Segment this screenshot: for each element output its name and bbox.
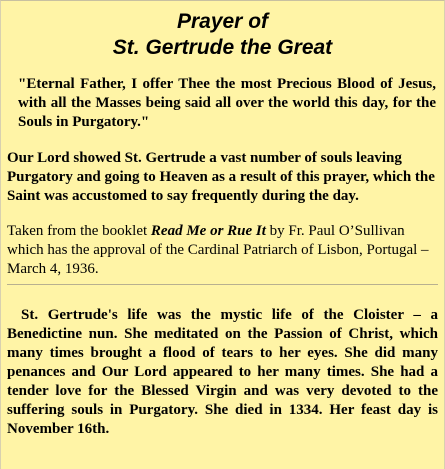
source-paragraph	[7, 222, 438, 279]
prayer-quote: "Eternal Father, I offer Thee the most Precious Blood of Jesus, with all the Masses being said all over the world this day, for the Souls in Purgatory."	[18, 76, 436, 130]
book-title: Read Me or Rue It	[150, 223, 266, 239]
biography-paragraph: St. Gertrude's life was the mystic life of the Cloister – a Benedictine nun. She meditated on the Passion of Christ, which many times brought a flood of tears to her eyes. She did many penances and Our Lord appeared to her many times. She had a tender love for the Blessed Virgin and was very devoted to the suffering souls in Purgatory. She died in 1334. Her feast day is November 16th.	[7, 307, 438, 437]
source-prefix: Taken from the booklet	[7, 223, 151, 239]
title-line-2: St. Gertrude the Great	[112, 36, 333, 59]
title-line-1: Prayer of	[176, 10, 269, 33]
section-divider	[7, 284, 438, 285]
revelation-paragraph: Our Lord showed St. Gertrude a vast number of souls leaving Purgatory and going to Heaven as a result of this prayer, which the Saint was accustomed to say frequently during the day.	[7, 150, 435, 204]
source-suffix: by Fr. Paul O’Sullivan which has the approval of the Cardinal Patriarch of Lisbon, Portugal – March 4, 1936.	[7, 223, 429, 277]
page-title	[1, 1, 444, 61]
